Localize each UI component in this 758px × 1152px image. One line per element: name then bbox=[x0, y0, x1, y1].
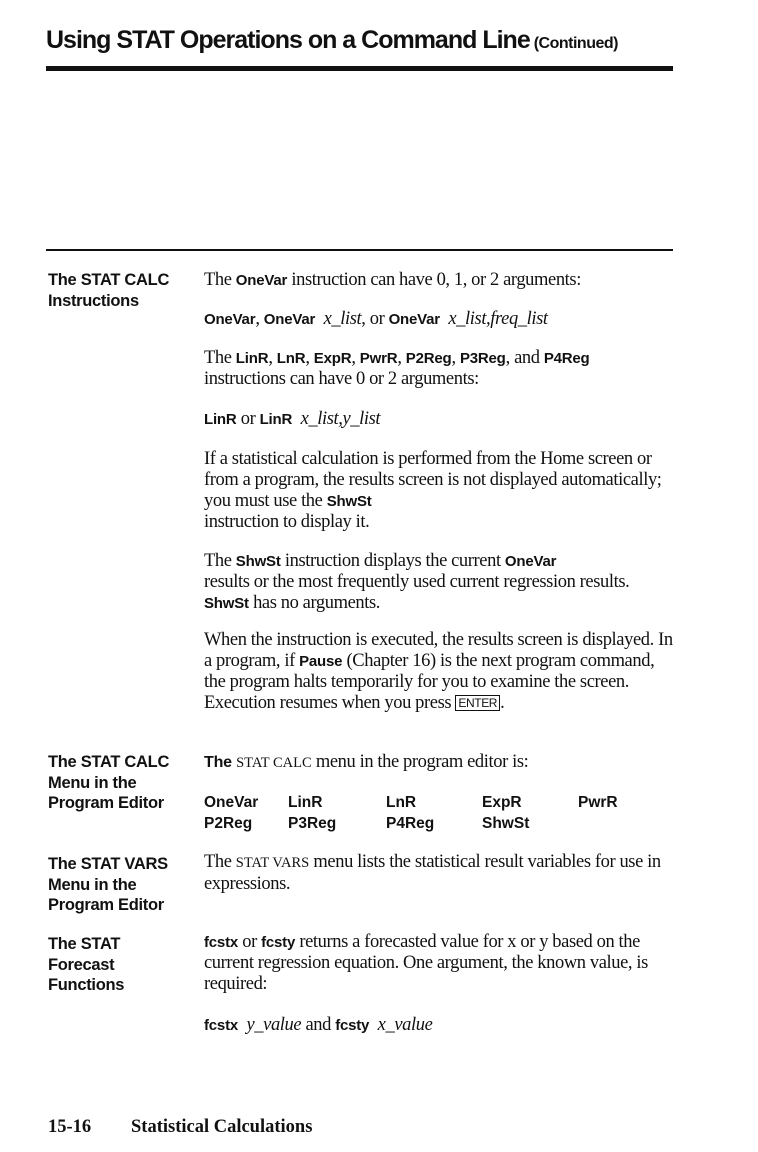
side-heading-calc-instructions: The STAT CALC Instructions bbox=[48, 271, 170, 310]
syntax-linr: LinR or LinR x_list,y_list bbox=[204, 409, 381, 429]
menu-item: LinR bbox=[288, 794, 323, 811]
page-title-suffix: (Continued) bbox=[533, 35, 618, 52]
page-title: Using STAT Operations on a Command Line bbox=[46, 26, 530, 54]
menu-item: ShwSt bbox=[482, 815, 530, 832]
menu-item: LnR bbox=[386, 794, 417, 811]
menu-item: P3Reg bbox=[288, 815, 337, 832]
section-rule bbox=[46, 249, 673, 251]
calc-menu-row-2 bbox=[204, 815, 644, 835]
paragraph-regression-args: The LinR, LnR, ExpR, PwrR, P2Reg, P3Reg, and P4Reg instructions can have 0 or 2 arguments: bbox=[204, 348, 590, 389]
paragraph-shwst: The ShwSt instruction displays the current OneVar results or the most frequently used current regression results. ShwSt has no arguments. bbox=[204, 551, 630, 613]
syntax-forecast: fcstx y_value and fcsty x_value bbox=[204, 1015, 433, 1035]
menu-item: PwrR bbox=[578, 794, 618, 811]
paragraph-results-screen: If a statistical calculation is performed from the Home screen or from a program, the results screen is not displayed automatically; you must use the ShwSt instruction to display it. bbox=[204, 449, 662, 532]
paragraph-onevar-args: The OneVar instruction can have 0, 1, or 2 arguments: bbox=[204, 270, 581, 290]
menu-item: OneVar bbox=[204, 794, 259, 811]
paragraph-execution: When the instruction is executed, the results screen is displayed. In a program, if Pause (Chapter 16) is the next program command, the program halts temporarily for you to examine the screen. Execution resumes when you press ENTER . bbox=[204, 630, 673, 713]
menu-item: P2Reg bbox=[204, 815, 253, 832]
syntax-onevar: OneVar, OneVar x_list, or OneVar x_list,freq_list bbox=[204, 309, 548, 329]
calc-menu-row-1 bbox=[204, 794, 644, 814]
enter-key-icon: ENTER bbox=[455, 695, 500, 711]
page-number: 15-16 bbox=[48, 1117, 92, 1137]
paragraph-vars-menu: The STAT VARS menu lists the statistical result variables for use in expressions. bbox=[204, 852, 661, 894]
menu-item: P4Reg bbox=[386, 815, 435, 832]
header-rule bbox=[46, 66, 673, 71]
chapter-title: Statistical Calculations bbox=[131, 1117, 313, 1137]
side-heading-vars-menu: The STAT VARS Menu in the Program Editor bbox=[48, 855, 168, 914]
paragraph-forecast: fcstx or fcsty returns a forecasted value for x or y based on the current regression equation. One argument, the known value, is required: bbox=[204, 932, 648, 994]
side-heading-forecast: The STAT Forecast Functions bbox=[48, 935, 125, 994]
page-footer bbox=[48, 1117, 312, 1138]
menu-item: ExpR bbox=[482, 794, 522, 811]
page-header bbox=[46, 26, 618, 55]
paragraph-calc-menu: The STAT CALC menu in the program editor is: bbox=[204, 752, 529, 772]
side-heading-calc-menu: The STAT CALC Menu in the Program Editor bbox=[48, 753, 170, 812]
